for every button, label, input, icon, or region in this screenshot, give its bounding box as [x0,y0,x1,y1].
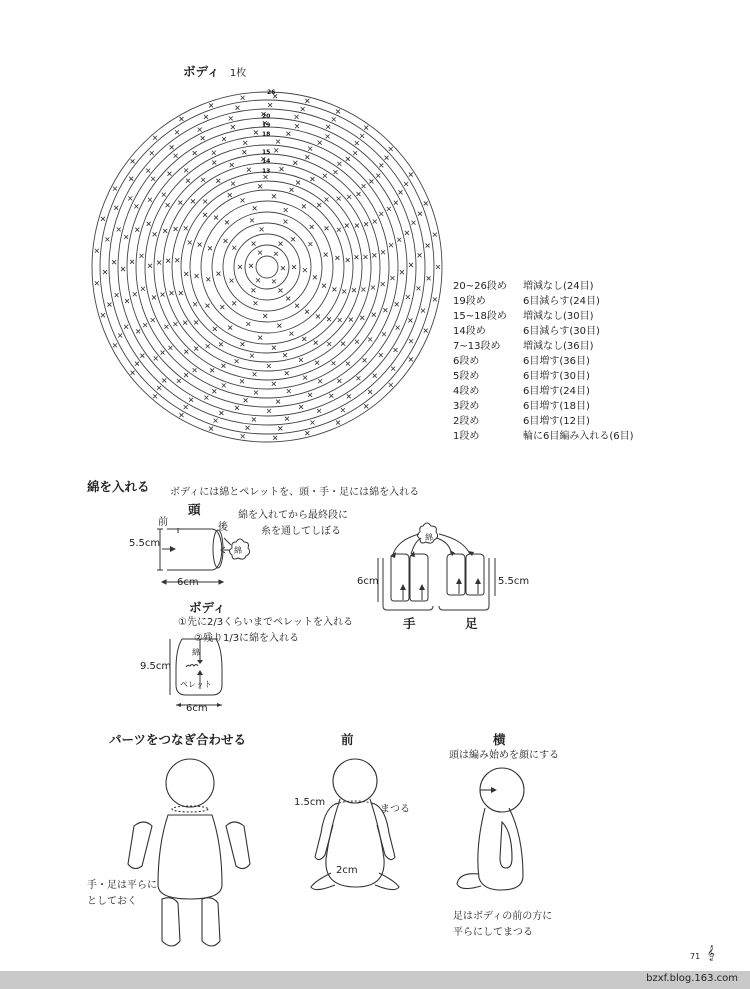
doll-front-diagram [295,755,410,915]
assembly-front-title: 前 [341,732,354,747]
table-row: 20~26段め 増減なし(24目) [453,281,594,292]
leg-gap: 2cm [336,865,358,876]
table-row: 19段め 6目減らす(24目) [453,296,600,307]
footer-bar [0,971,750,989]
limbs-cotton-label: 綿 [425,533,433,542]
treble-clef-icon: 𝄞 [707,946,715,961]
limbs-diagram [355,520,540,625]
side-note: 頭は編み始めを顔にする [449,750,559,761]
assembly-title: パーツをつなぎ合わせる [109,732,247,747]
crochet-chart [90,80,450,456]
leg-label: 足 [465,616,478,631]
head-width: 6cm [177,577,199,588]
table-row: 3段め 6目増す(18目) [453,401,590,412]
round-label-15: 15 [262,149,271,156]
table-row: 4段め 6目増す(24目) [453,386,590,397]
body-step-1: ①先に2/3くらいまでペレットを入れる [178,617,353,628]
body-pellet-label: ペレット [180,680,212,689]
body-chart-count: 1枚 [229,68,247,79]
head-back-label: 後 [218,522,228,533]
head-instruction-2: 糸を通してしぼる [261,526,341,537]
table-row: 2段め 6目増す(12目) [453,416,590,427]
arm-height: 6cm [357,576,379,587]
body-height: 9.5cm [140,661,172,672]
table-row: 1段め 輪に6目編み入れる(6目) [453,431,634,442]
round-label-19: 19 [262,122,271,129]
table-row: 15~18段め 増減なし(30目) [453,311,594,322]
neck-height: 1.5cm [294,797,326,808]
round-label-26: 26 [267,89,276,96]
body-cotton-label: 綿 [192,648,200,657]
stuffing-note: ボディには綿とペレットを、頭・手・足には綿を入れる [170,487,420,498]
head-front-label: 前 [158,517,168,528]
head-diagram [150,520,260,592]
foot-note-1: 足はボディの前の方に [453,911,553,922]
body-stuffing-diagram [160,625,240,715]
round-label-13: 13 [262,168,271,175]
arm-label: 手 [403,616,416,631]
page-number: 71 [690,952,701,961]
table-row: 14段め 6目減らす(30目) [453,326,600,337]
head-instruction-1: 綿を入れてから最終段に [238,510,348,521]
head-cotton-label: 綿 [234,546,242,555]
chart-rings [92,92,442,442]
body-step-2: ②残り1/3に綿を入れる [194,633,300,644]
leg-height: 5.5cm [498,576,530,587]
table-row: 7~13段め 増減なし(36目) [453,341,594,352]
table-row: 5段め 6目増す(30目) [453,371,590,382]
limb-note-2: としておく [87,896,137,907]
head-title: 頭 [188,502,201,517]
foot-note-2: 平らにしてまつる [453,927,533,938]
body-width: 6cm [186,703,208,714]
table-row: 6段め 6目増す(36目) [453,356,590,367]
footer-site: bzxf.blog.163.com [646,973,738,984]
round-table [453,279,693,449]
round-label-18: 18 [262,131,271,138]
body-chart-title: ボディ 1枚 [183,64,247,79]
doll-parts-diagram [110,755,270,960]
limb-note-1: 手・足は平らに [87,880,157,891]
round-label-14: 14 [262,158,271,165]
round-label-20: 20 [262,113,271,120]
doll-side-diagram [447,762,547,902]
body-stuffing-title: ボディ [189,600,226,615]
head-height: 5.5cm [129,538,161,549]
sew-label: まつる [380,804,410,815]
assembly-side-title: 横 [493,732,506,747]
stuffing-title: 綿を入れる [87,479,150,494]
